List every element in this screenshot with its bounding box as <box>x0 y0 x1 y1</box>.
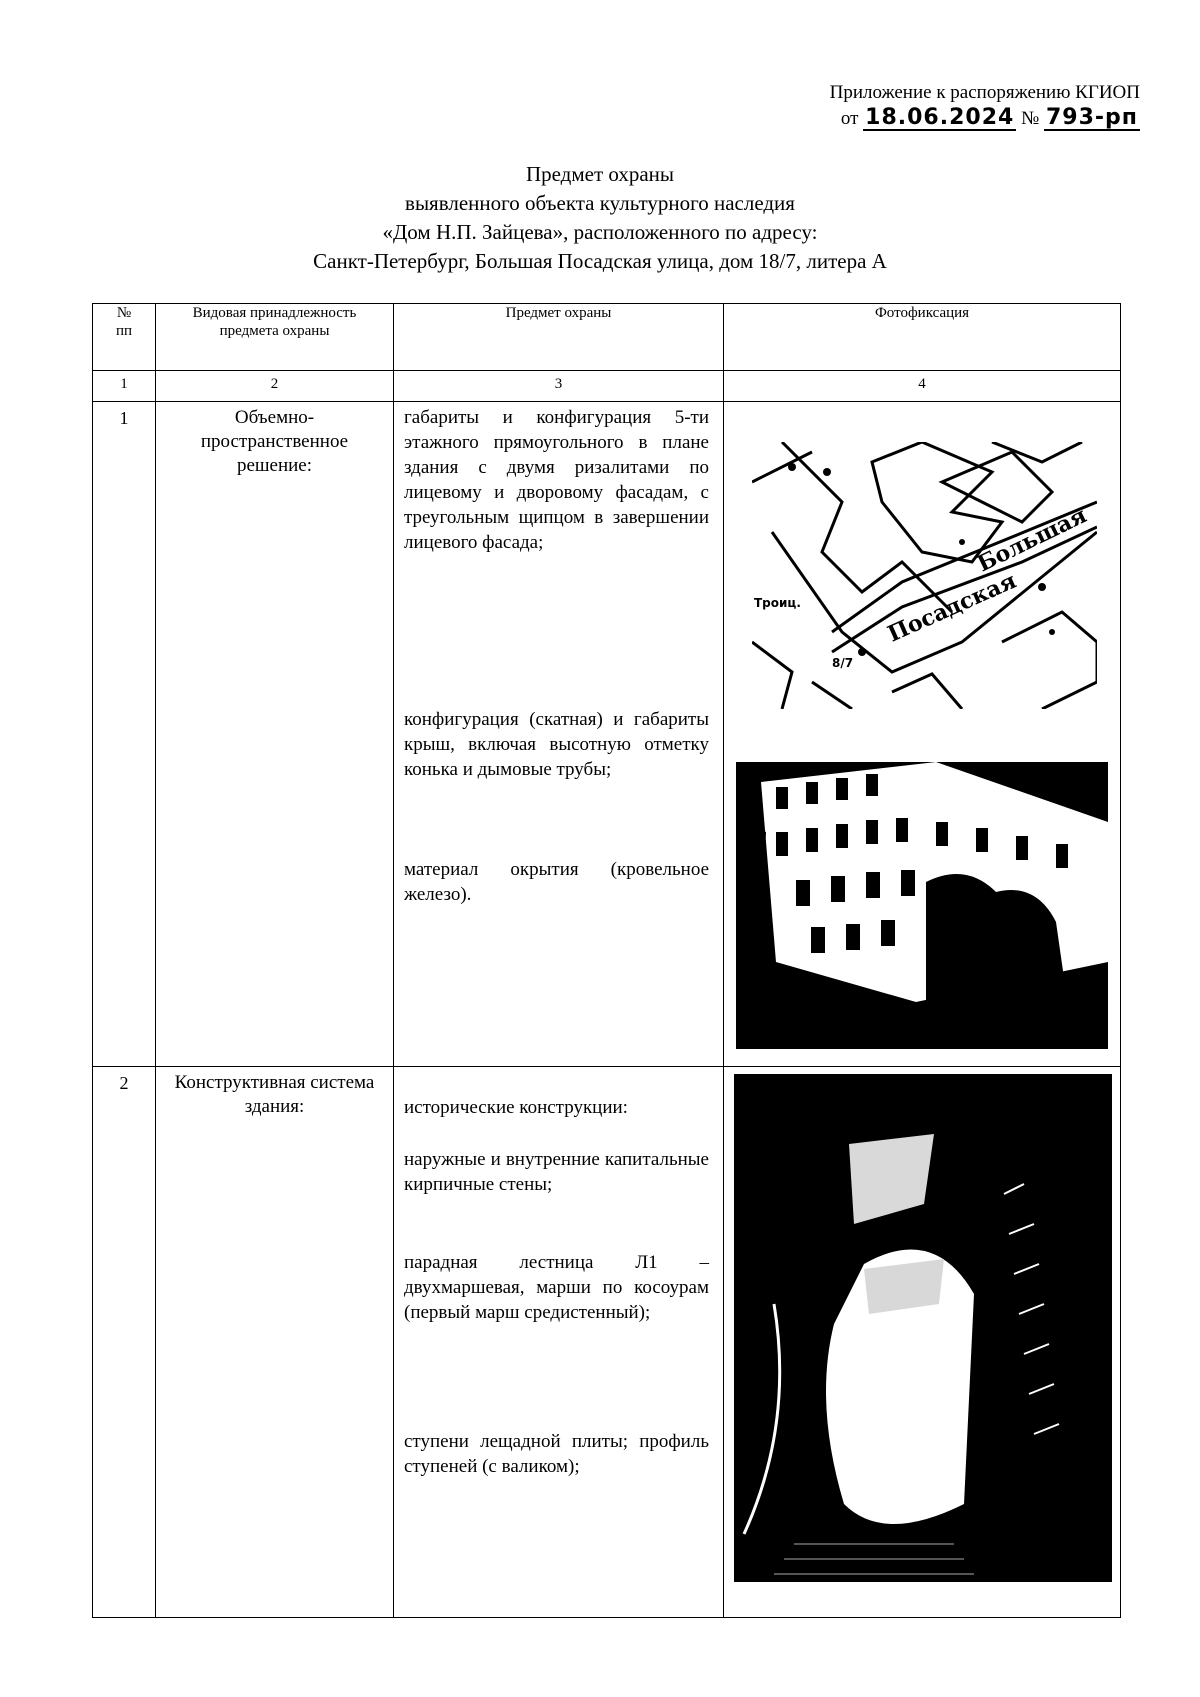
column-number-1: 1 <box>93 371 156 402</box>
column-number-2: 2 <box>156 371 394 402</box>
facade-photo <box>736 762 1108 1049</box>
title-line-4: Санкт-Петербург, Большая Посадская улица, дом 18/7, литера А <box>313 249 887 273</box>
row-type-label: Конструктивная система здания: <box>174 1072 375 1117</box>
row-photos <box>724 402 1121 1067</box>
row-number: 1 <box>93 402 156 1067</box>
handwritten-date: 18.06.2024 <box>865 105 1015 130</box>
column-number-3: 3 <box>394 371 724 402</box>
subject-item: конфигурация (скатная) и габариты крыш, включая высотную отметку конька и дымовые трубы; <box>404 709 709 780</box>
header-subject: Предмет охраны <box>394 304 724 371</box>
table-header-row <box>93 304 1121 371</box>
subject-item: наружные и внутренние капитальные кирпичные стены; <box>404 1149 709 1195</box>
row-type <box>156 402 394 1067</box>
subject-item: материал окрытия (кровельное железо). <box>404 859 709 905</box>
header-number-sign: № <box>116 305 132 321</box>
staircase-photo <box>734 1074 1112 1582</box>
map-house-number: 8/7 <box>832 656 854 670</box>
subject-item: парадная лестница Л1 – двухмаршевая, марши по косоурам (первый марш средистенный); <box>404 1252 709 1323</box>
appendix-date-line <box>760 106 1140 132</box>
row-subject <box>394 402 724 1067</box>
row-type <box>156 1067 394 1618</box>
map-street-label-bolshaya: Большая <box>973 502 1091 578</box>
subject-item: ступени лещадной плиты; профиль ступеней (с валиком); <box>404 1431 709 1477</box>
title-line-2: выявленного объекта культурного наследия <box>405 191 795 215</box>
table-row <box>93 402 1121 1067</box>
row-subject <box>394 1067 724 1618</box>
title-line-1: Предмет охраны <box>525 162 675 186</box>
date-prefix: от <box>840 108 859 129</box>
map-fragment-label: Троиц. <box>754 596 801 610</box>
header-number <box>93 304 156 371</box>
row-photos <box>724 1067 1121 1618</box>
site-map-image <box>752 442 1097 709</box>
appendix-title: Приложение к распоряжению КГИОП <box>829 82 1140 103</box>
subject-item: исторические конструкции: <box>404 1097 628 1118</box>
header-number-abbr: пп <box>115 323 133 339</box>
column-number-row <box>93 371 1121 402</box>
map-street-label-posadskaya: Посадская <box>883 567 1021 648</box>
row-number: 2 <box>93 1067 156 1618</box>
row-type-label: Объемно-пространственное решение: <box>200 407 349 476</box>
header-photo: Фотофиксация <box>724 304 1121 371</box>
subject-item: габариты и конфигурация 5-ти этажного прямоугольного в плане здания с двумя ризалитами по лицевому и дворовому фасадам, с треугольным щипцом в завершении лицевого фасада; <box>404 407 709 553</box>
column-number-4: 4 <box>724 371 1121 402</box>
header-type: Видовая принадлежность предмета охраны <box>156 304 394 371</box>
protection-subject-table <box>92 303 1121 1618</box>
appendix-header <box>760 80 1140 132</box>
table-row <box>93 1067 1121 1618</box>
title-line-3: «Дом Н.П. Зайцева», расположенного по адресу: <box>382 220 818 244</box>
number-sign: № <box>1021 108 1040 129</box>
handwritten-number: 793-рп <box>1045 105 1138 130</box>
document-title <box>150 160 1050 276</box>
